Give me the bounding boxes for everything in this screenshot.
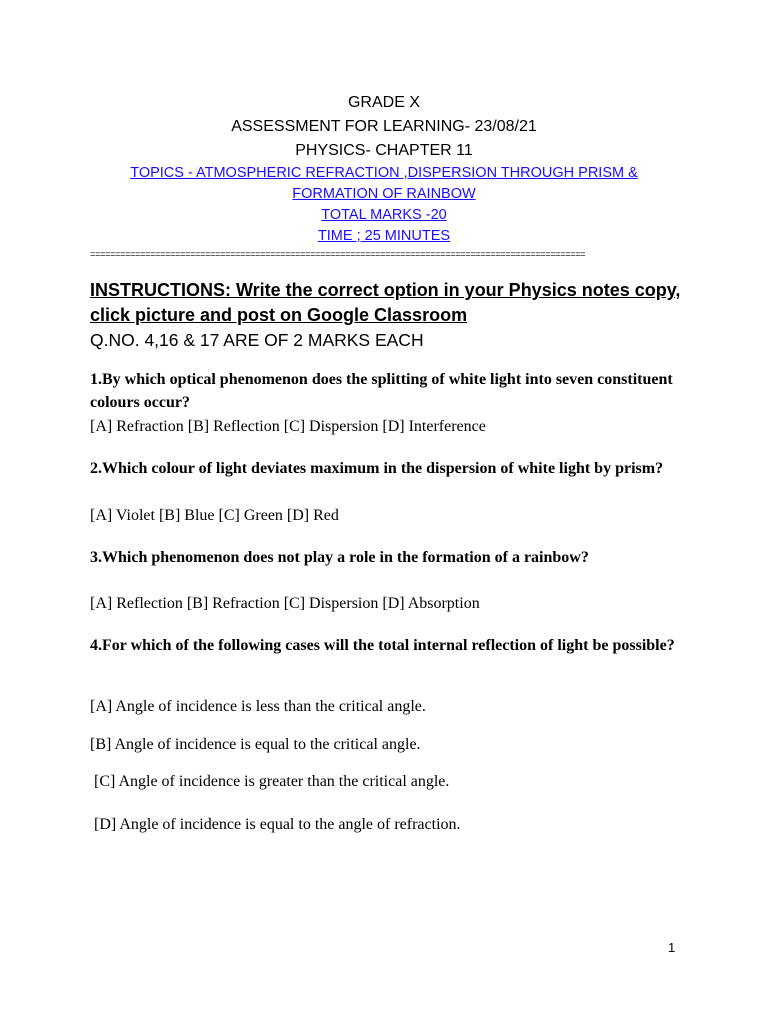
total-marks[interactable]: TOTAL MARKS -20 bbox=[321, 207, 447, 223]
question-4: 4.For which of the following cases will the total internal reflection of light be possible? bbox=[90, 637, 675, 654]
question-2-options: [A] Violet [B] Blue [C] Green [D] Red bbox=[90, 507, 339, 524]
assessment-heading: ASSESSMENT FOR LEARNING- 23/08/21 bbox=[231, 118, 537, 135]
topics-line-2[interactable]: FORMATION OF RAINBOW bbox=[292, 186, 476, 202]
question-4-option-b: [B] Angle of incidence is equal to the critical angle. bbox=[90, 736, 421, 753]
subject-heading: PHYSICS- CHAPTER 11 bbox=[295, 142, 473, 159]
topics-line-1[interactable]: TOPICS - ATMOSPHERIC REFRACTION ,DISPERSION THROUGH PRISM & bbox=[130, 165, 638, 181]
question-1: 1.By which optical phenomenon does the splitting of white light into seven constituent colours occur? bbox=[90, 371, 673, 411]
question-4-option-d: [D] Angle of incidence is equal to the angle of refraction. bbox=[94, 816, 461, 833]
marks-note: Q.NO. 4,16 & 17 ARE OF 2 MARKS EACH bbox=[90, 330, 424, 350]
question-4-option-a: [A] Angle of incidence is less than the critical angle. bbox=[90, 698, 426, 715]
question-3: 3.Which phenomenon does not play a role in the formation of a rainbow? bbox=[90, 549, 589, 566]
question-3-options: [A] Reflection [B] Refraction [C] Dispersion [D] Absorption bbox=[90, 595, 480, 612]
separator-rule: =================================================================================================== bbox=[90, 250, 586, 260]
time-limit[interactable]: TIME ; 25 MINUTES bbox=[317, 228, 451, 244]
instructions-text: INSTRUCTIONS: Write the correct option in your Physics notes copy, click picture and post on Google Classroom bbox=[90, 280, 681, 325]
question-4-option-c: [C] Angle of incidence is greater than the critical angle. bbox=[94, 773, 450, 790]
grade-heading: GRADE X bbox=[347, 94, 420, 111]
page-number: 1 bbox=[668, 940, 676, 955]
question-2: 2.Which colour of light deviates maximum in the dispersion of white light by prism? bbox=[90, 460, 664, 477]
question-1-options: [A] Refraction [B] Reflection [C] Dispersion [D] Interference bbox=[90, 418, 486, 435]
